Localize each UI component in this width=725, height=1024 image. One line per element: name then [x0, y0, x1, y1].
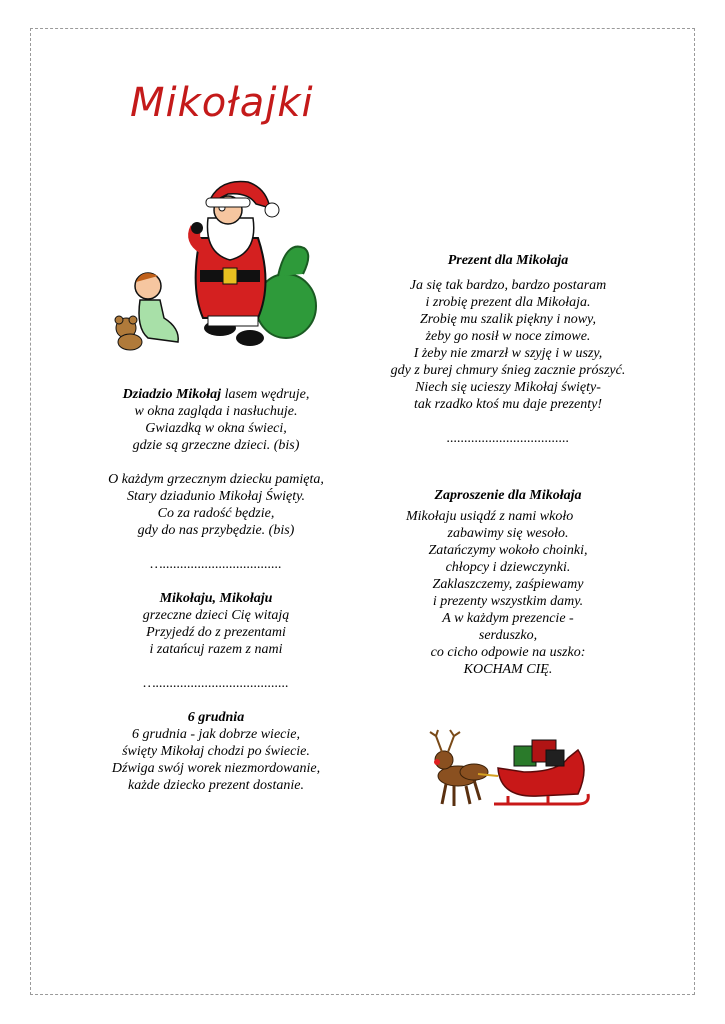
poem-title: Prezent dla Mikołaja — [447, 253, 569, 268]
poem-line: żeby go nosił w noce zimowe. — [425, 329, 591, 344]
page-title: Mikołajki — [130, 80, 314, 126]
poem-line — [100, 386, 332, 403]
poem-line: każde dziecko prezent dostanie. — [128, 778, 304, 793]
poem-title: Zaproszenie dla Mikołaja — [434, 488, 582, 503]
poem-title: Mikołaju, Mikołaju — [159, 591, 273, 606]
poem-line: zabawimy się wesoło. — [447, 526, 569, 541]
left-poems — [100, 386, 332, 794]
poem-line: Zatańczymy wokoło choinki, — [428, 543, 588, 558]
poem-dziadzio-mikolaj — [100, 386, 332, 539]
poem-line: i zatańcuj razem z nami — [149, 642, 283, 657]
poem-line: chłopcy i dziewczynki. — [445, 560, 571, 575]
poem-line: święty Mikołaj chodzi po świecie. — [122, 744, 310, 759]
poem-line: co cicho odpowie na uszko: — [430, 645, 586, 660]
poem-line: serduszko, — [478, 628, 538, 643]
poem-line: Zaklaszczemy, zaśpiewamy — [432, 577, 584, 592]
reindeer-sleigh-illustration — [428, 728, 593, 813]
poem-line: gdzie są grzeczne dzieci. (bis) — [132, 438, 300, 453]
poem-title: Dziadzio Mikołaj — [122, 387, 222, 402]
separator: ….................................. — [150, 557, 282, 572]
poem-line: Zrobię mu szalik piękny i nowy, — [419, 312, 597, 327]
poem-line: I żeby nie zmarzł w szyję i w uszy, — [413, 346, 603, 361]
right-poems — [382, 252, 634, 678]
poem-line: Mikołaju usiądź z nami wkoło — [406, 509, 574, 524]
poem-line: KOCHAM CIĘ. — [463, 662, 553, 677]
poem-line: Stary dziadunio Mikołaj Święty. — [126, 489, 306, 504]
poem-line-rest: lasem wędruje, — [221, 387, 310, 402]
poem-line: tak rzadko ktoś mu daje prezenty! — [413, 397, 603, 412]
poem-line: gdy do nas przybędzie. (bis) — [137, 523, 295, 538]
poem-line: Gwiazdką w okna świeci, — [145, 421, 287, 436]
poem-title: 6 grudnia — [187, 710, 245, 725]
poem-prezent-dla-mikolaja — [382, 252, 634, 413]
poem-line: Co za radość będzie, — [157, 506, 275, 521]
poem-line: i zrobię prezent dla Mikołaja. — [425, 295, 591, 310]
poem-line: grzeczne dzieci Cię witają — [142, 608, 290, 623]
poem-6-grudnia — [100, 709, 332, 794]
separator: …...................................... — [143, 676, 289, 691]
poem-line: 6 grudnia - jak dobrze wiecie, — [132, 727, 300, 742]
separator: ................................... — [446, 431, 570, 446]
poem-line: A w każdym prezencie - — [442, 611, 574, 626]
poem-zaproszenie-dla-mikolaja — [382, 487, 634, 678]
poem-line: Przyjedź do z prezentami — [146, 625, 286, 640]
poem-line: i prezenty wszystkim damy. — [432, 594, 584, 609]
santa-illustration — [108, 178, 323, 353]
poem-line: gdy z burej chmury śnieg zacznie prószyć. — [390, 363, 626, 378]
poem-line: Ja się tak bardzo, bardzo postaram — [409, 278, 607, 293]
poem-mikolaju-mikolaju — [100, 590, 332, 658]
poem-line: O każdym grzecznym dziecku pamięta, — [108, 472, 324, 487]
poem-line: Niech się ucieszy Mikołaj święty- — [415, 380, 601, 395]
poem-line: w okna zagląda i nasłuchuje. — [134, 404, 298, 419]
poem-line: Dźwiga swój worek niezmordowanie, — [111, 761, 321, 776]
